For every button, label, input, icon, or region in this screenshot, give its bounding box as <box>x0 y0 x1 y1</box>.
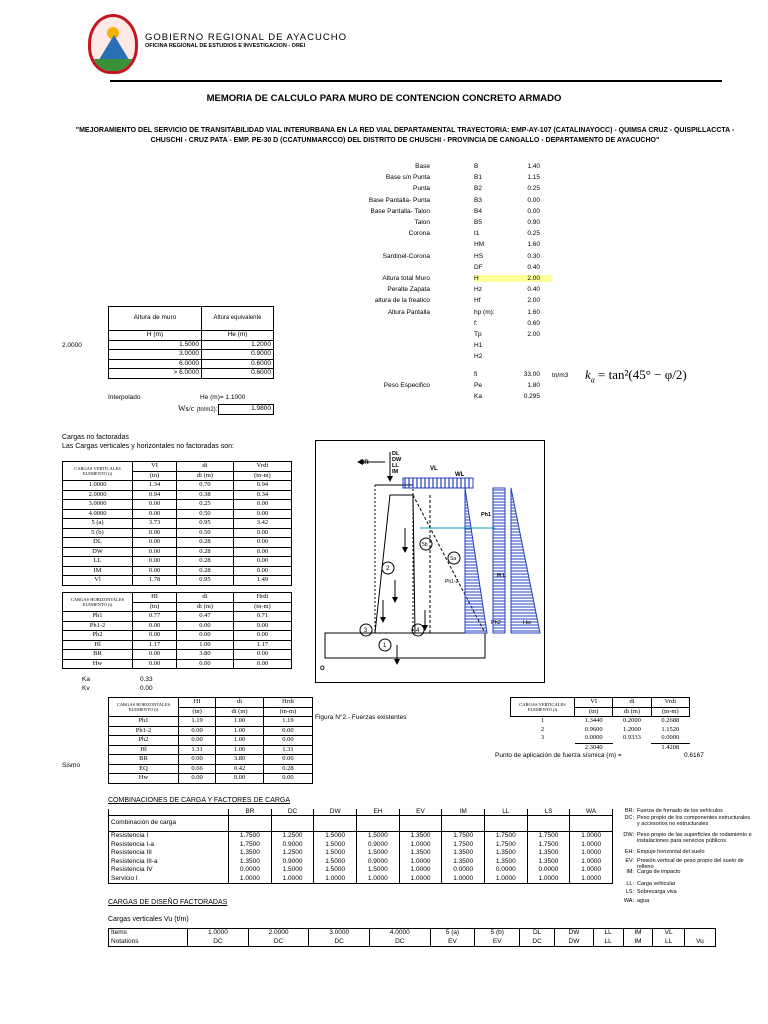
table-row: Ph2 0.00 0.00 0.00 <box>63 631 292 641</box>
param-value: 33.00 <box>523 370 540 378</box>
param-value: 0.30 <box>527 252 540 260</box>
param-code: f: <box>474 319 478 327</box>
param-label: Altura total Muro <box>382 275 430 282</box>
svg-text:DW: DW <box>392 457 402 463</box>
table-row: Hl 1.17 1.00 1.17 <box>63 640 292 650</box>
legend-item: EV: Presión vertical de peso propio del suelo de relleno <box>625 858 744 870</box>
table-row: Hw 0.00 0.00 0.00 <box>109 774 313 784</box>
ka-formula: $k_a = \tan^2(45^\circ - \varphi/2)$ <box>585 367 687 385</box>
table-row: Resistencia I 1.7500 1.2500 1.5000 1.5000 1.3500 1.7500 1.7500 1.7500 1.0000 <box>109 832 613 841</box>
param-value: 0.60 <box>527 319 540 327</box>
svg-text:3: 3 <box>364 628 368 634</box>
param-value: 1.60 <box>527 241 540 249</box>
table-row: Vl 1.78 0.95 1.49 <box>63 576 292 586</box>
table-row: 1.5000 1.2000 <box>109 340 274 350</box>
param-label: Base s/n Punta <box>385 174 430 182</box>
table-row: 1.0000 1.34 0.70 0.94 <box>63 481 292 491</box>
param-label: Base Pantalla- Talon <box>370 207 430 215</box>
param-label: Corona <box>408 230 430 238</box>
design-loads-subtitle: Cargas verticales Vu (t/m) <box>108 916 189 923</box>
param-code: B <box>474 163 479 170</box>
table-row: Notations DC DC DC DC EV EV DC DW LL IM LL Vu <box>109 938 716 947</box>
param-code: hp (m): <box>474 308 495 316</box>
table-row: BR 0.00 3.80 0.00 <box>63 650 292 660</box>
vertical-loads-table: CARGAS VERTICALES ELEMENTO (i) VI di Vrdi (tn) di (m) (tn-m) 1.0000 1.34 0.70 0.94 2.0000 0.94 0.38 0.34 3.0000 0.00 0.25 0.00 4.0000 0.00 0.50 0.00 5 (a) 3.73 0.95 3.42 5 (b) 0.00 0.50 0.00 DL 0.00 0.28 0.00 DW 0.00 0.28 0.00 LL 0.00 0.28 0.00 IM 0.00 0.28 0.00 Vl 1.78 0.95 1.49 <box>62 461 292 586</box>
param-value: 2.00 <box>527 275 540 282</box>
table-row: EQ 0.66 0.42 0.28 <box>109 764 313 774</box>
table-row: 3.0000 0.9000 <box>109 350 274 360</box>
param-code: B4 <box>474 207 482 215</box>
org-name: GOBIERNO REGIONAL DE AYACUCHO <box>145 32 347 43</box>
table-header: CARGAS VERTICALES ELEMENTO (i) VI di Vrdi <box>63 462 292 472</box>
table-row: 2 0.9600 1.2000 1.1520 <box>540 725 680 733</box>
seismic-vertical-table: CARGAS VERTICALES ELEMENTO (i) VI di Vrdi (tn) di (m) (tn-m) 1 1.3440 0.2000 0.2688 2 0.9600 1.2000 1.1520 3 0.0000 0.9333 0.0000 2.3040 1.4208 <box>510 697 690 752</box>
office-name: OFICINA REGIONAL DE ESTUDIOS E INVESTIGACION - OREI <box>145 43 306 49</box>
svg-text:1: 1 <box>383 643 387 649</box>
param-code: B3 <box>474 196 482 204</box>
table-row: Servicio I 1.0000 1.0000 1.0000 1.0000 1.0000 1.0000 1.0000 1.0000 1.0000 <box>109 875 613 884</box>
svg-text:2: 2 <box>386 566 390 572</box>
ka-label: Ka <box>82 676 90 683</box>
param-code: H <box>474 275 552 282</box>
table-row: 5 (b) 0.00 0.50 0.00 <box>63 528 292 538</box>
legend-item: BR: Fuerza de frenado de los vehículos <box>624 808 723 814</box>
param-code: t1 <box>474 230 480 238</box>
horizontal-loads-table: CARGAS HORIZONTALES ELEMENTO (i) HI di Hrdi (tn) di (m) (tn-m) Ph1 0.77 0.47 0.71 Ph1-2 0.00 0.00 0.00 Ph2 0.00 0.00 0.00 Hl 1.17 1.00 1.17 BR 0.00 3.80 0.00 Hw 0.00 0.00 0.00 <box>62 592 292 669</box>
param-code: Ka <box>474 393 482 400</box>
legend-item: EH: Empuje horizontal del suelo <box>624 849 705 855</box>
table-row: Ph1 0.77 0.47 0.71 <box>63 612 292 622</box>
svg-text:VL: VL <box>430 466 438 472</box>
table-row: DL 0.00 0.28 0.00 <box>63 538 292 548</box>
table-row: Hw 0.00 0.00 0.00 <box>63 659 292 669</box>
param-value: 0.40 <box>527 286 540 294</box>
header-divider <box>110 80 722 82</box>
table-row: Ph1-2 0.00 0.00 0.00 <box>63 621 292 631</box>
param-value: 1.40 <box>527 163 540 170</box>
param-value: 0.25 <box>527 230 540 238</box>
figure-caption: Figura N°2.- Fuerzas existentes <box>315 714 407 721</box>
param-code: fi <box>474 370 478 378</box>
table-row: Items 1.0000 2.0000 3.0000 4.0000 5 (a) 5 (b) DL DW LL IM VL <box>109 929 716 938</box>
svg-text:Ph2: Ph2 <box>491 620 501 626</box>
table-row: Resistencia III 1.3500 1.2500 1.5000 1.5000 1.3500 1.3500 1.3500 1.3500 1.0000 <box>109 849 613 858</box>
sismo-label: Sismo <box>62 762 81 769</box>
legend-item: IM: Carga de impacto <box>626 869 681 875</box>
param-value: 0.90 <box>527 219 540 226</box>
param-label: altura de la freatico <box>374 297 430 305</box>
table-header: BR DC DW EH EV IM LL LS WA <box>109 809 613 816</box>
param-label: Punta <box>413 185 430 193</box>
pe-unit: tn/m3 <box>552 372 569 379</box>
svg-text:Sa: Sa <box>450 556 457 562</box>
param-code: DF <box>474 263 483 271</box>
svg-text:IM: IM <box>392 469 399 475</box>
table-row: Resistencia IV 0.0000 1.5000 1.5000 1.5000 1.0000 0.0000 0.0000 0.0000 1.0000 <box>109 866 613 875</box>
param-code: B2 <box>474 185 482 193</box>
table-row: Resistencia III-a 1.3500 0.9000 1.5000 0.9000 1.0000 1.3500 1.3500 1.3500 1.0000 <box>109 858 613 867</box>
svg-text:Ph1: Ph1 <box>481 512 492 518</box>
param-value: 0.00 <box>527 207 540 215</box>
table-row: Resistencia I-a 1.7500 0.9000 1.5000 0.9000 1.0000 1.7500 1.7500 1.7500 1.0000 <box>109 841 613 850</box>
design-loads-title: CARGAS DE DISEÑO FACTORADAS <box>108 899 228 906</box>
heq-left-value: 2.0000 <box>62 342 82 349</box>
table-row: BR 0.00 3.80 0.00 <box>109 755 313 765</box>
seismic-point-value: 0.6167 <box>684 752 704 759</box>
param-label: Talon <box>414 219 430 226</box>
interpolated-text: He (m)= 1.1000 <box>200 394 246 401</box>
table-row: 3 0.0000 0.9333 0.0000 <box>540 734 680 742</box>
param-value: 2.00 <box>527 331 540 338</box>
param-value: 2.00 <box>527 297 540 305</box>
table-row: LL 0.00 0.28 0.00 <box>63 557 292 567</box>
table-row: 6.0000 0.6000 <box>109 359 274 369</box>
seismic-point-note: Punto de aplicación de fuerza sísmica (m) = <box>495 752 622 759</box>
table-row: 2.0000 0.94 0.38 0.34 <box>63 490 292 500</box>
param-value: 0.25 <box>527 185 540 193</box>
param-label: Altura Pantalla <box>387 308 430 316</box>
param-value: 1.80 <box>527 381 540 389</box>
table-row: 2.3040 1.4208 <box>511 743 690 752</box>
param-value: 1.60 <box>527 308 540 316</box>
svg-text:LL: LL <box>392 463 399 469</box>
seismic-loads-table: CARGAS HORIZONTALES ELEMENTO (i) HI di Hrdi (tn) di (m) (tn-m) Ph1 1.19 1.00 1.19 Ph1-2 0.00 1.00 0.00 Ph2 0.00 1.00 0.00 Hl 1.31 1.00 1.31 BR 0.00 3.80 0.00 EQ 0.66 0.42 0.28 Hw 0.00 0.00 0.00 <box>108 697 313 784</box>
table-header: CARGAS HORIZONTALES ELEMENTO (i) HI di Hrdi <box>109 698 313 708</box>
param-code: B5 <box>474 219 482 226</box>
ka-value: 0.33 <box>140 676 153 683</box>
equivalent-height-table: Altura de muro Altura equivalente H (m) He (m) 1.5000 1.2000 3.0000 0.9000 6.0000 0.6000 > 6.0000 0.6000 <box>108 306 274 379</box>
interpolated-label: Interpolado <box>108 394 141 401</box>
param-code: HM <box>474 241 485 249</box>
param-code: H1 <box>474 342 483 350</box>
table-row: Hl 1.31 1.00 1.31 <box>109 745 313 755</box>
svg-text:H L: H L <box>497 573 506 579</box>
param-code: B1 <box>474 174 482 182</box>
table-row: 5 (a) 3.73 0.95 3.42 <box>63 519 292 529</box>
param-label: Sardinel-Corona <box>382 252 430 260</box>
svg-text:4: 4 <box>416 628 420 634</box>
svg-text:5b: 5b <box>422 542 428 548</box>
design-loads-table <box>108 928 716 947</box>
table-row: Ph1 1.19 1.00 1.19 <box>109 717 313 727</box>
cargas-subtitle: Las Cargas verticales y horizontales no factoradas son: <box>62 443 234 450</box>
retaining-wall-force-diagram <box>315 440 545 683</box>
table-row: Ph2 0.00 1.00 0.00 <box>109 736 313 746</box>
svg-text:WL: WL <box>455 472 465 478</box>
load-combinations-table: BR DC DW EH EV IM LL LS WA Combinación de carga Resistencia I 1.7500 1.2500 1.5000 1.5000 1.3500 1.7500 1.7500 1.7500 1.0000 Resistencia I-a 1.7500 0.9000 1.5000 0.9000 1.0000 1.7500 1.7500 1.7500 1.0000 Resistencia III 1.3500 1.2500 1.5000 1.5000 1.3500 1.3500 1.3500 1.3500 1.0000 Resistencia III-a 1.3500 0.9000 1.5000 0.9000 1.0000 1.3500 1.3500 1.3500 1.0000 Resistencia IV 0.0000 1.5000 1.5000 1.5000 1.0000 0.0000 0.0000 0.0000 1.0000 Servicio I 1.0000 1.0000 1.0000 1.0000 1.0000 1.0000 1.0000 1.0000 1.0000 <box>108 809 613 884</box>
legend-item: LS: Sobrecarga viva <box>625 889 677 895</box>
kv-value: 0.00 <box>140 685 153 692</box>
legend-item: DC: Peso propio de los componentes estructurales y accesorios no estructurales <box>624 815 751 827</box>
page-title: MEMORIA DE CALCULO PARA MURO DE CONTENCION CONCRETO ARMADO <box>206 93 562 104</box>
legend-item: WA: agua <box>623 898 650 904</box>
param-label: Peralte Zapata <box>387 286 430 294</box>
param-value: 0.295 <box>523 393 540 400</box>
table-row: 3.0000 0.00 0.25 0.00 <box>63 500 292 510</box>
param-value: 0.40 <box>527 263 540 271</box>
param-label: Base Pantalla- Punta <box>368 196 430 204</box>
combinations-title: COMBINACIONES DE CARGA Y FACTORES DE CARGA <box>108 797 291 804</box>
table-row: 1 1.3440 0.2000 0.2688 <box>540 717 680 724</box>
regional-seal-logo <box>88 14 138 74</box>
project-title: "MEJORAMIENTO DEL SERVICIO DE TRANSITABILIDAD VIAL INTERURBANA EN LA RED VIAL DEPARTAMENTAL TRAYECTORIA: EMP-AY-107 (CATALINAYOCC) - QUIMSA CRUZ - QUISPILLACCTA - CHUSCHI - CRUZ PATA - EMP. PE-30 D (CCATUNMARCCO) DEL DISTRITO DE CHUSCHI - PROVINCIA DE CANGALLO - DEPARTAMENTO DE AYACUCHO" <box>75 127 735 144</box>
param-code: H2 <box>474 353 483 361</box>
svg-text:O: O <box>320 666 325 672</box>
table-row: IM 0.00 0.28 0.00 <box>63 566 292 576</box>
table-row: DW 0.00 0.28 0.00 <box>63 547 292 557</box>
table-row: > 6.0000 0.6000 <box>109 369 274 379</box>
table-row: Ph1-2 0.00 1.00 0.00 <box>109 726 313 736</box>
param-code: Hz <box>474 286 482 294</box>
param-code: Tp <box>474 331 482 338</box>
ws-value-cell: 1.9800 <box>218 404 274 415</box>
param-value: 1.15 <box>527 174 540 182</box>
param-code: HS <box>474 252 484 260</box>
param-code: Hf <box>474 297 481 305</box>
param-code: Pe <box>474 381 482 389</box>
ws-label: Ws/c (tn/m2): <box>178 404 218 413</box>
legend-item: DW: Peso propio de las superficies de rodamiento e instalaciones para servicios públicos <box>623 832 752 844</box>
param-value: 0.00 <box>527 196 540 204</box>
svg-text:Hw: Hw <box>523 620 531 626</box>
table-row: 4.0000 0.00 0.50 0.00 <box>63 509 292 519</box>
param-label: Base <box>415 163 430 170</box>
param-label: Peso Especifico <box>383 381 430 389</box>
kv-label: Kv <box>82 685 90 692</box>
svg-text:Ph1-2: Ph1-2 <box>445 579 459 585</box>
svg-text:BR: BR <box>360 460 369 466</box>
cargas-title: Cargas no factoradas <box>62 434 129 441</box>
svg-text:DL: DL <box>392 451 400 457</box>
table-header: CARGAS HORIZONTALES ELEMENTO (i) HI di Hrdi <box>63 593 292 603</box>
legend-item: LL: Carga vehicular <box>626 881 676 887</box>
